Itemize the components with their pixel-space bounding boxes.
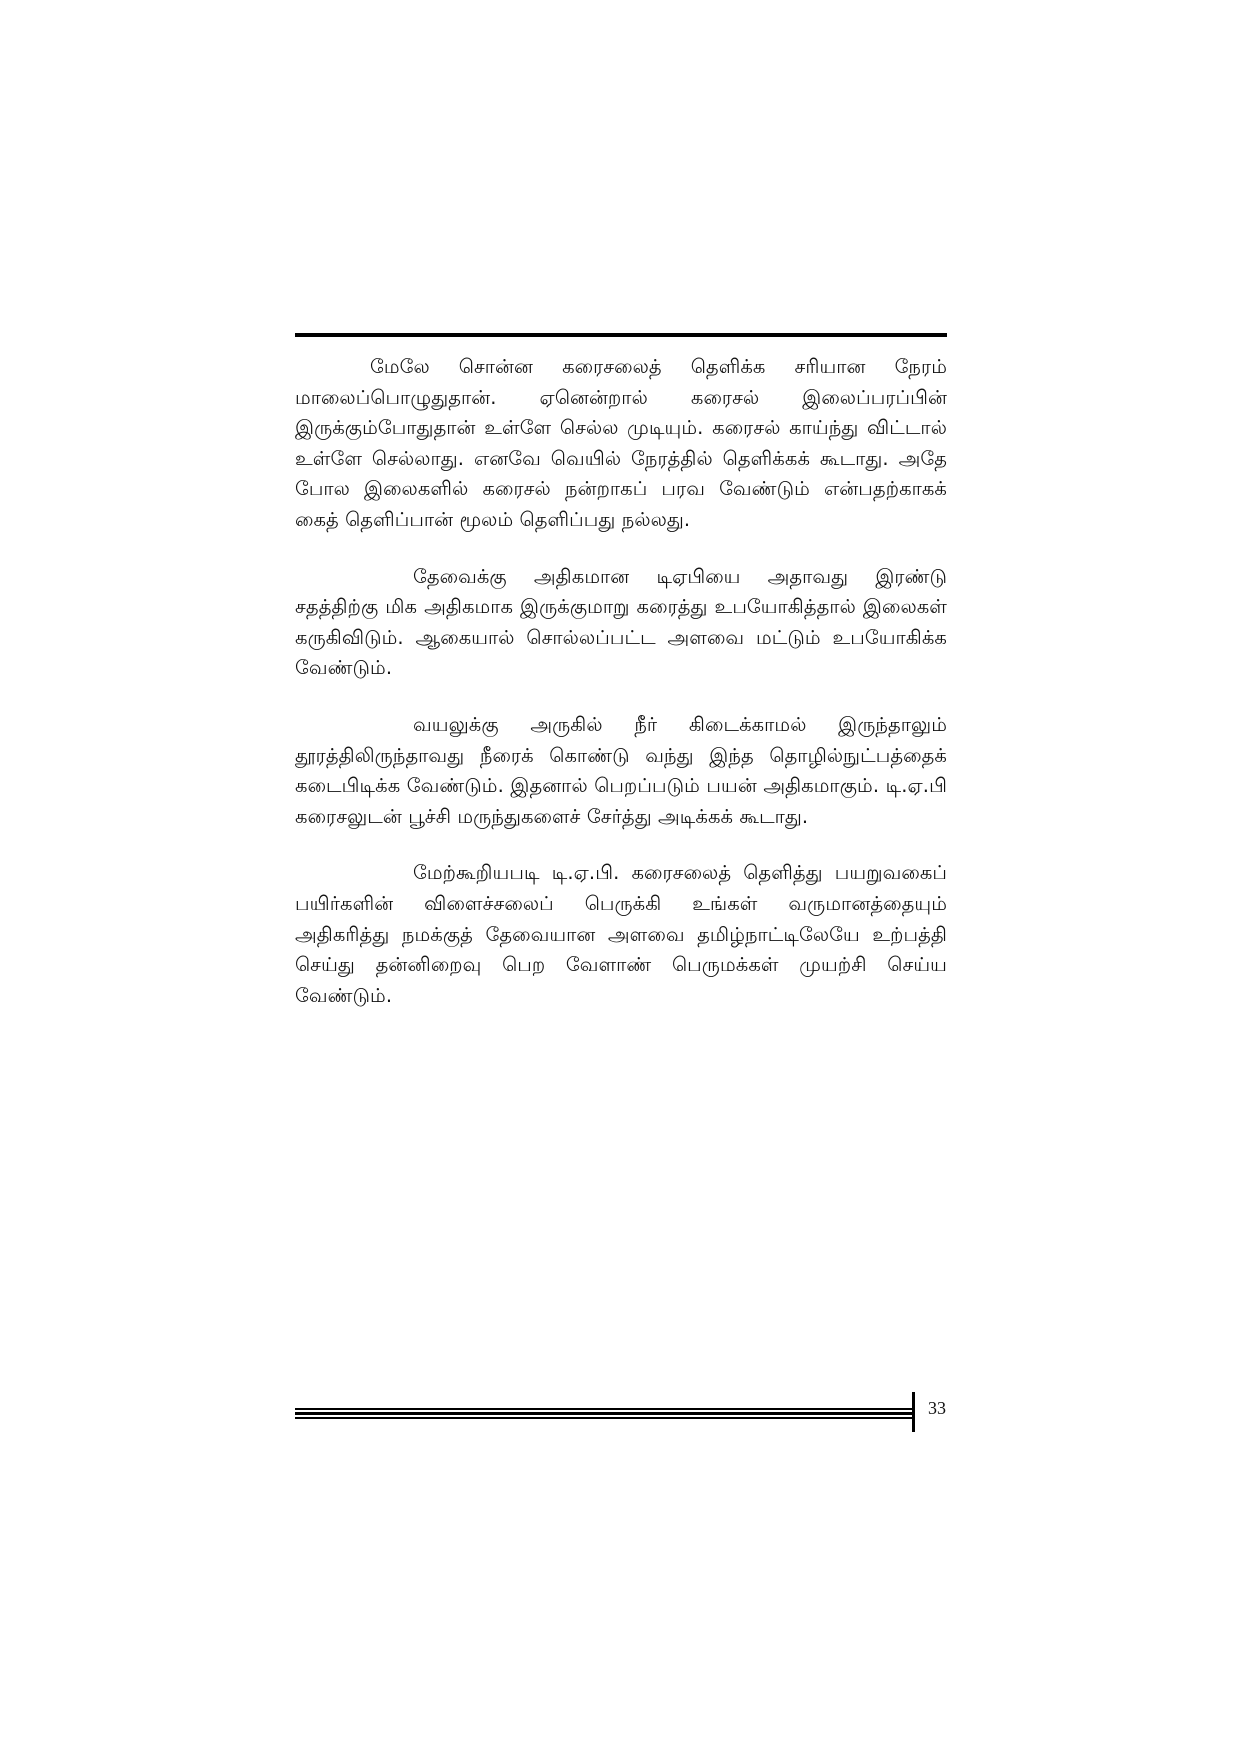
paragraph-2: தேவைக்கு அதிகமான டிஏபியை அதாவது இரண்டு சதத்திற்கு மிக அதிகமாக இருக்குமாறு கரைத்து உபயோகித்தால் இலைகள் கருகிவிடும். ஆகையால் சொல்லப்பட்ட அளவை மட்டும் உபயோகிக்க வேண்டும். bbox=[295, 564, 947, 680]
body-text bbox=[295, 352, 947, 1037]
footer-rule-thin-top bbox=[295, 1408, 912, 1410]
footer-vertical-bar bbox=[912, 1392, 915, 1432]
footer-rule-thick bbox=[295, 1412, 912, 1415]
paragraph-4: மேற்கூறியபடி டி.ஏ.பி. கரைசலைத் தெளித்து பயறுவகைப் பயிர்களின் விளைச்சலைப் பெருக்கி உங்கள் வருமானத்தையும் அதிகரித்து நமக்குத் தேவையான அளவை தமிழ்நாட்டிலேயே உற்பத்தி செய்து தன்னிறைவு பெற வேளாண் பெருமக்கள் முயற்சி செய்ய வேண்டும். bbox=[295, 861, 947, 1007]
footer-rule-thin-bottom bbox=[295, 1417, 912, 1419]
paragraph-1: மேலே சொன்ன கரைசலைத் தெளிக்க சரியான நேரம் மாலைப்பொழுதுதான். ஏனென்றால் கரைசல் இலைப்பரப்பின் இருக்கும்போதுதான் உள்ளே செல்ல முடியும். கரைசல் காய்ந்து விட்டால் உள்ளே செல்லாது. எனவே வெயில் நேரத்தில் தெளிக்கக் கூடாது. அதே போல இலைகளில் கரைசல் நன்றாகப் பரவ வேண்டும் என்பதற்காகக் கைத் தெளிப்பான் மூலம் தெளிப்பது நல்லது. bbox=[295, 355, 947, 531]
page-number: 33 bbox=[928, 1398, 946, 1418]
header-rule bbox=[295, 333, 947, 337]
paragraph-3: வயலுக்கு அருகில் நீர் கிடைக்காமல் இருந்தாலும் தூரத்திலிருந்தாவது நீரைக் கொண்டு வந்து இந்த தொழில்நுட்பத்தைக் கடைபிடிக்க வேண்டும். இதனால் பெறப்படும் பயன் அதிகமாகும். டி.ஏ.பி கரைசலுடன் பூச்சி மருந்துகளைச் சேர்த்து அடிக்கக் கூடாது. bbox=[295, 712, 947, 828]
footer-rules bbox=[295, 1408, 912, 1418]
page-footer bbox=[295, 1392, 947, 1432]
